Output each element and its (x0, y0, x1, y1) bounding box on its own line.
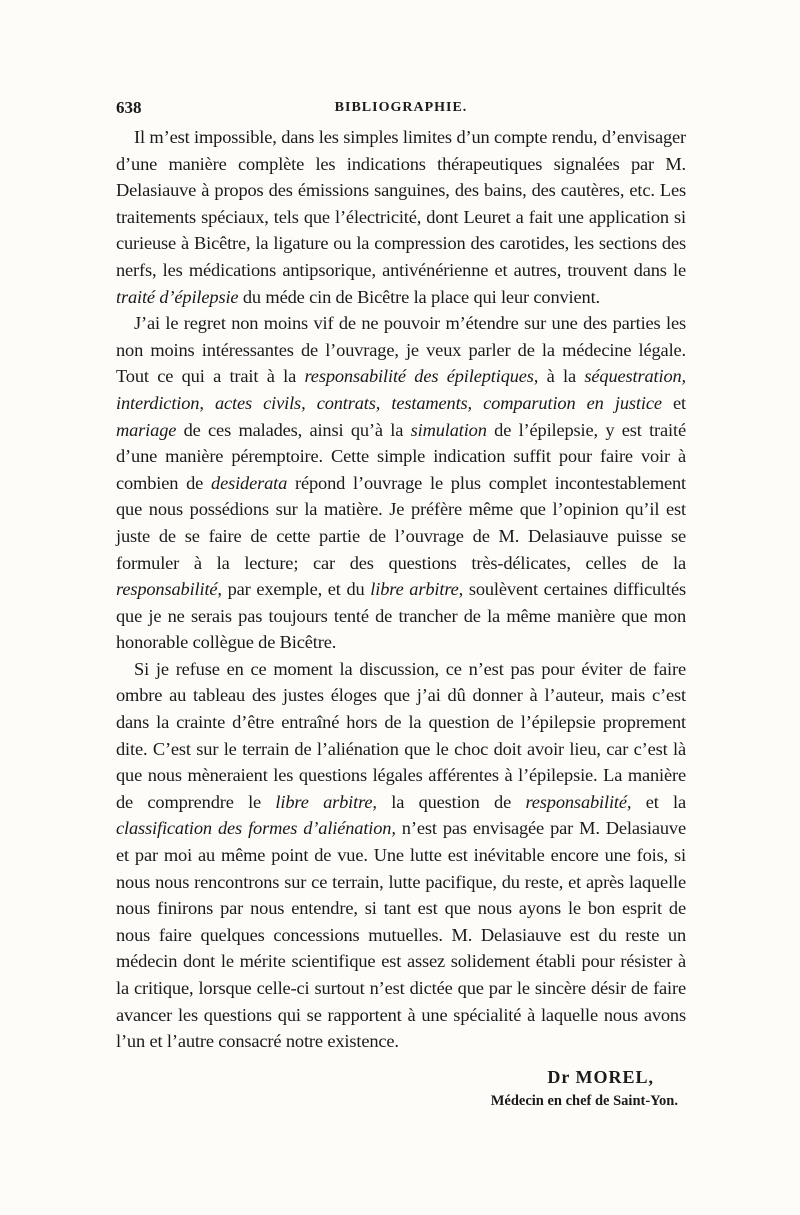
signature-block (116, 1067, 686, 1127)
page-header (116, 98, 686, 124)
paragraph-1: Il m’est impossible, dans les simples limites d’un compte rendu, d’envisager d’une manière complète les indications thérapeutiques signalées par M. Delasiauve à propos des émissions sanguines, des bains, des cautères, etc. Les traitements spéciaux, tels que l’électricité, dont Leuret a fait une application si curieuse à Bicêtre, la ligature ou la compression des carotides, les sections des nerfs, les médications antipsorique, antivénérienne et autres, trouvent dans le traité d’épilepsie du méde cin de Bicêtre la place qui leur convient. (116, 127, 686, 307)
page-number: 638 (116, 98, 142, 117)
document-page (116, 98, 686, 1127)
paragraph-2: J’ai le regret non moins vif de ne pouvoir m’étendre sur une des parties les non moins intéressantes de l’ouvrage, je veux parler de la médecine légale. Tout ce qui a trait à la responsabilité des épileptiques, à la séquestration, interdiction, actes civils, contrats, testaments, comparution en justice et mariage de ces malades, ainsi qu’à la simulation de l’épilepsie, y est traité d’une manière péremptoire. Cette simple indication suffit pour faire voir à combien de desiderata répond l’ouvrage le plus complet incontestablement que nous possédions sur la matière. Je préfère même que l’opinion qu’il est juste de se faire de cette partie de l’ouvrage de M. Delasiauve puisse se formuler à la lecture; car des questions très-délicates, celles de la responsabilité, par exemple, et du libre arbitre, soulèvent certaines difficultés que je ne serais pas toujours tenté de trancher de la même manière que mon honorable collègue de Bicêtre. (116, 313, 687, 653)
running-head: BIBLIOGRAPHIE. (334, 100, 468, 115)
author-name: Dr MOREL, (547, 1066, 654, 1087)
author-title: Médecin en chef de Saint-Yon. (490, 1092, 678, 1109)
paragraph-3: Si je refuse en ce moment la discussion, ce n’est pas pour éviter de faire ombre au tableau des justes éloges que j’ai dû donner à l’auteur, mais c’est dans la crainte d’être entraîné hors de la question de l’épilepsie proprement dite. C’est sur le terrain de l’aliénation que le choc doit avoir lieu, car c’est là que nous mèneraient les questions légales afférentes à l’épilepsie. La manière de comprendre le libre arbitre, la question de responsabilité, et la classification des formes d’aliénation, n’est pas envisagée par M. Delasiauve et par moi au même point de vue. Une lutte est inévitable encore une fois, si nous nous rencontrons sur ce terrain, lutte pacifique, du reste, et après laquelle nous finirons par nous entendre, si tant est que nous ayons le bon esprit de nous faire quelques concessions mutuelles. M. Delasiauve est du reste un médecin dont le mérite scientifique est assez solidement établi pour résister à la critique, lorsque celle-ci surtout n’est dictée que par le sincère désir de faire avancer les questions qui se rapportent à une spécialité à laquelle nous avons l’un et l’autre consacré notre existence. (116, 658, 686, 1052)
